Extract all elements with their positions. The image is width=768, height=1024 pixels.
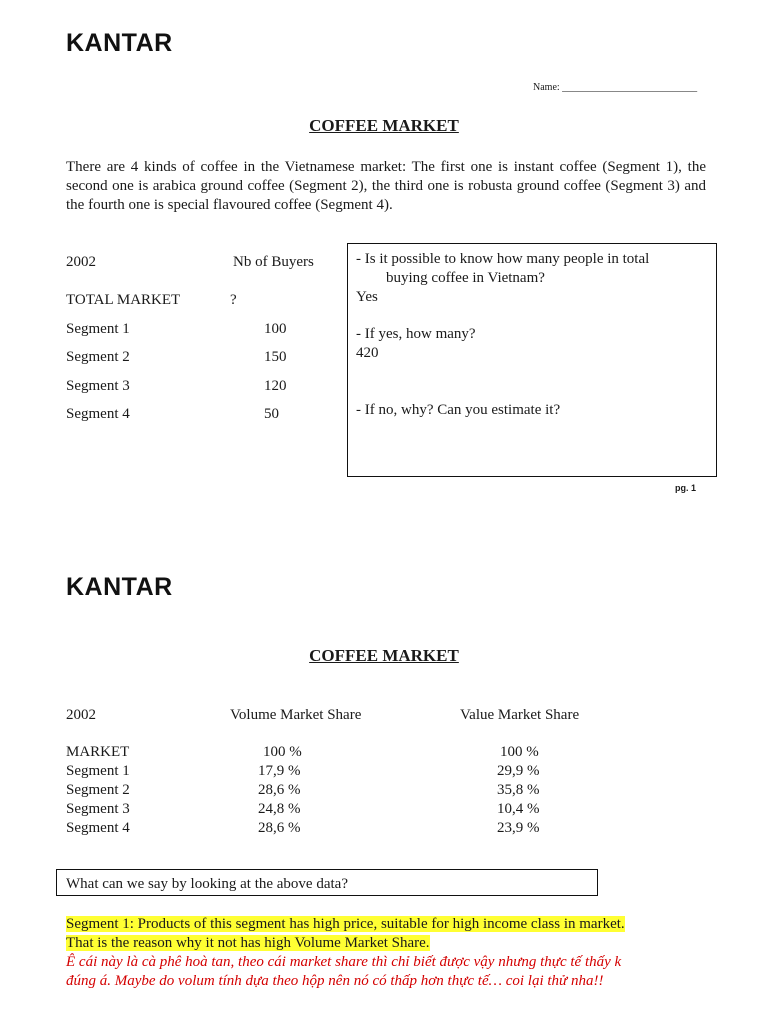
row-label: Segment 1 xyxy=(66,763,130,779)
question-box xyxy=(347,243,717,477)
row-label: Segment 1 xyxy=(66,321,130,337)
page-title: COFFEE MARKET xyxy=(309,646,459,665)
row-value: 120 xyxy=(264,378,287,394)
kantar-logo: KANTAR xyxy=(66,573,173,601)
table-year: 2002 xyxy=(66,707,96,723)
question-3: - If no, why? Can you estimate it? xyxy=(356,402,561,418)
answer-1: Yes xyxy=(356,289,378,305)
question-1-line-1: - Is it possible to know how many people in total xyxy=(356,251,650,267)
row-value: 100 xyxy=(264,321,287,337)
answer-line-2: That is the reason why it not has high Volume Market Share. xyxy=(66,935,430,951)
intro-paragraph: There are 4 kinds of coffee in the Vietnamese market: The first one is instant coffee (Segment 1), the second one is arabica ground coffee (Segment 2), the third one is robusta ground coffee (Segment 3) and the fourth one is special flavoured coffee (Segment 4). xyxy=(66,159,706,213)
question-box xyxy=(56,869,598,896)
row-label: Segment 3 xyxy=(66,801,130,817)
note-line-2: đúng á. Maybe do volum tính dựa theo hộp nên nó có thấp hơn thực tế… coi lại thử nha!! xyxy=(66,973,604,989)
row-value: 150 xyxy=(264,349,287,365)
row-value: 10,4 % xyxy=(497,801,540,817)
row-label: Segment 4 xyxy=(66,820,130,836)
row-value: 50 xyxy=(264,406,279,422)
row-value: ? xyxy=(230,292,237,308)
row-label: TOTAL MARKET xyxy=(66,292,181,308)
column-header-volume: Volume Market Share xyxy=(230,707,362,723)
row-label: Segment 3 xyxy=(66,378,130,394)
row-volume: 17,9 % xyxy=(258,763,301,779)
name-field-label: Name: ___________________________ xyxy=(533,82,698,93)
row-value: 23,9 % xyxy=(497,820,540,836)
row-value: 35,8 % xyxy=(497,782,540,798)
column-header-buyers: Nb of Buyers xyxy=(233,254,314,270)
row-label: MARKET xyxy=(66,744,130,760)
row-value: 100 % xyxy=(500,744,539,760)
page-number: pg. 1 xyxy=(675,483,697,493)
row-volume: 28,6 % xyxy=(258,782,301,798)
table-year: 2002 xyxy=(66,254,96,270)
row-value: 29,9 % xyxy=(497,763,540,779)
row-volume: 100 % xyxy=(263,744,302,760)
column-header-value: Value Market Share xyxy=(460,707,580,723)
question-text: What can we say by looking at the above data? xyxy=(66,876,348,892)
answer-2: 420 xyxy=(356,345,379,361)
row-volume: 28,6 % xyxy=(258,820,301,836)
page-title: COFFEE MARKET xyxy=(309,116,459,135)
row-label: Segment 2 xyxy=(66,349,130,365)
note-line-1: Ê cái này là cà phê hoà tan, theo cái market share thì chỉ biết được vậy nhưng thực tế thấy k xyxy=(66,954,622,970)
kantar-logo: KANTAR xyxy=(66,29,173,57)
row-label: Segment 2 xyxy=(66,782,130,798)
question-1-line-2: buying coffee in Vietnam? xyxy=(386,270,545,286)
row-label: Segment 4 xyxy=(66,406,130,422)
answer-line-1: Segment 1: Products of this segment has high price, suitable for high income class in market. xyxy=(66,916,625,932)
row-volume: 24,8 % xyxy=(258,801,301,817)
question-2: - If yes, how many? xyxy=(356,326,476,342)
